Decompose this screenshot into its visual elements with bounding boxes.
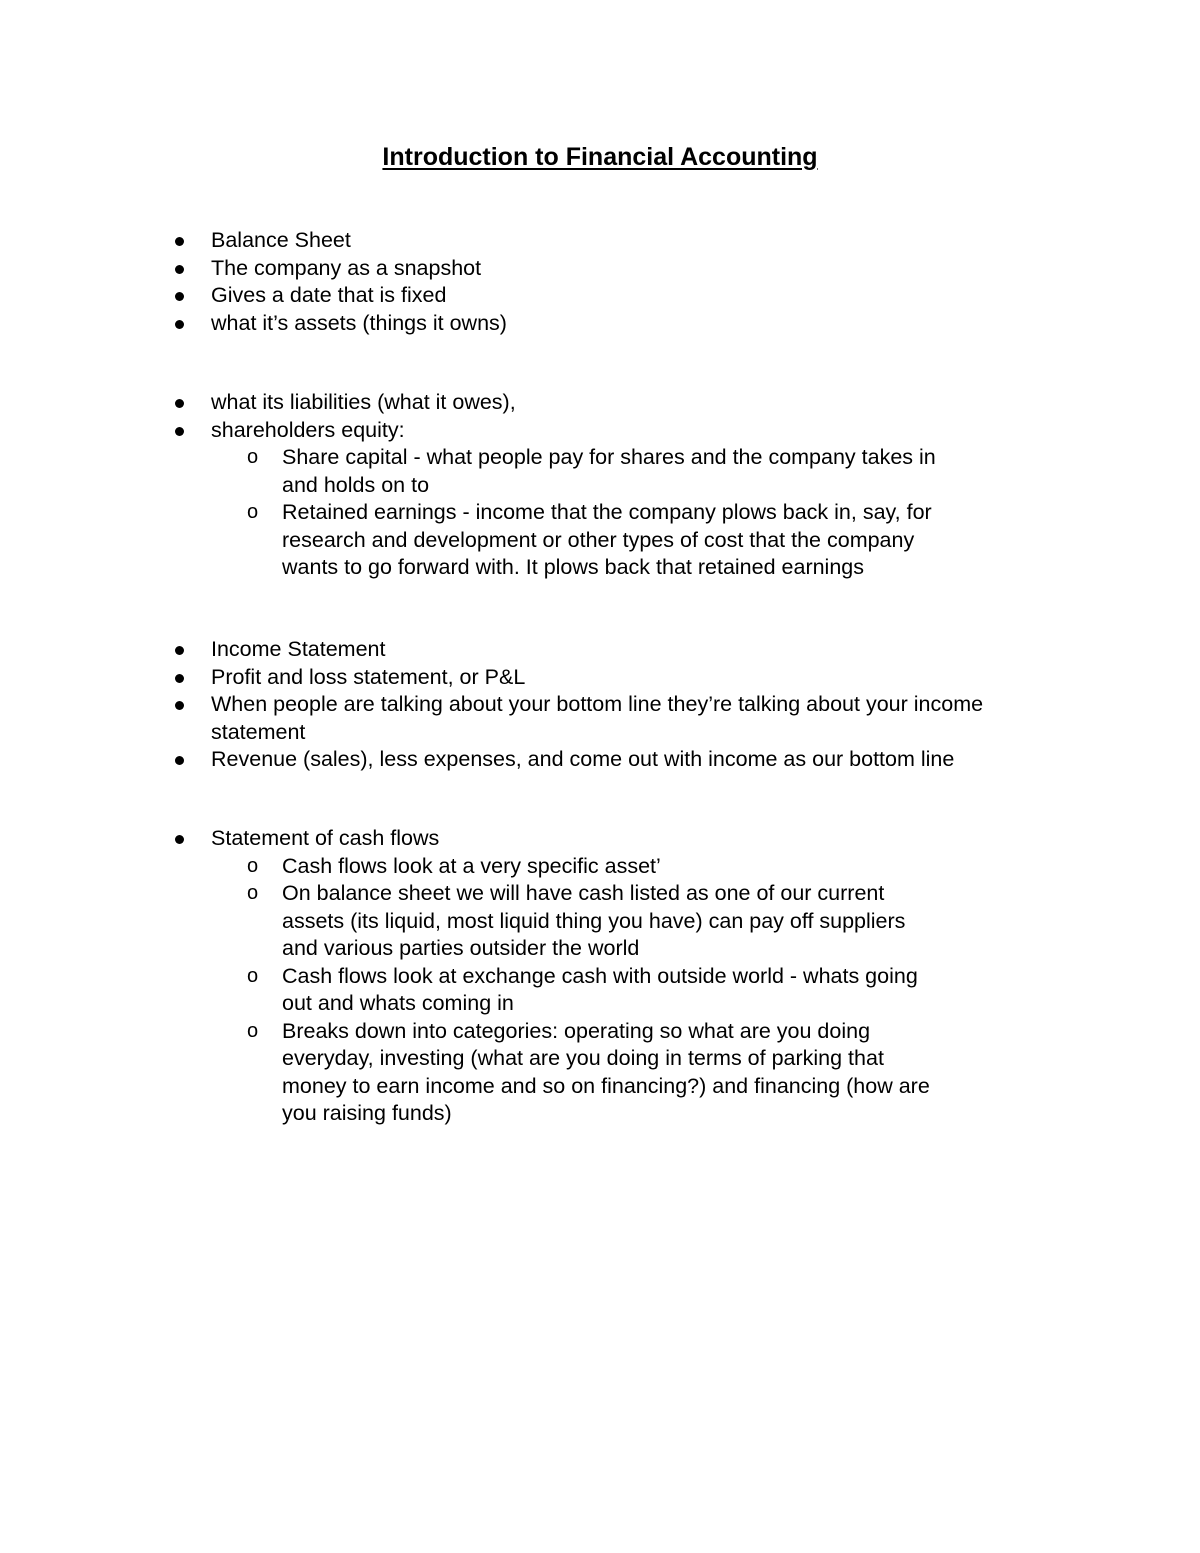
sub-list-item-text: Breaks down into categories: operating so what are you doing everyday, investing (what are you doing in terms of parking that money to earn income and so on financing?) and financing (how are you raising funds) bbox=[282, 1018, 930, 1125]
sub-list-item bbox=[0, 1018, 1070, 1128]
bullet-icon bbox=[175, 701, 184, 710]
sub-list bbox=[211, 853, 1070, 1128]
sub-list-item bbox=[0, 880, 1070, 963]
bullet-list-income-statement bbox=[0, 636, 1200, 774]
bullet-icon bbox=[175, 756, 184, 765]
list-item bbox=[0, 389, 1200, 417]
bullet-icon bbox=[175, 265, 184, 274]
bullet-icon bbox=[175, 292, 184, 301]
sub-list-item-text: On balance sheet we will have cash listed as one of our current assets (its liquid, most liquid thing you have) can pay off suppliers and various parties outsider the world bbox=[282, 881, 906, 960]
list-item bbox=[0, 310, 1200, 338]
sub-list-item-text: Share capital - what people pay for shares and the company takes in and holds on to bbox=[282, 445, 936, 497]
bullet-list-balance-sheet bbox=[0, 227, 1200, 337]
list-item-text: what its liabilities (what it owes), bbox=[211, 390, 516, 414]
list-item-text: shareholders equity: bbox=[211, 417, 405, 442]
list-item bbox=[0, 691, 1200, 746]
list-item bbox=[0, 282, 1200, 310]
sub-list-item-text: Cash flows look at a very specific asset’ bbox=[282, 853, 661, 878]
list-item bbox=[0, 825, 1200, 1128]
sub-list bbox=[211, 444, 1070, 582]
circle-bullet-icon: o bbox=[247, 882, 259, 904]
list-item bbox=[0, 746, 1200, 774]
bullet-icon bbox=[175, 399, 184, 408]
list-item-text: what it’s assets (things it owns) bbox=[211, 310, 507, 335]
list-item bbox=[0, 664, 1200, 692]
sub-list-item bbox=[0, 444, 1070, 499]
circle-bullet-icon: o bbox=[247, 446, 259, 468]
list-item bbox=[0, 417, 1200, 582]
list-item bbox=[0, 255, 1200, 283]
list-item-text: Gives a date that is fixed bbox=[211, 283, 447, 307]
sub-list-item-text: Retained earnings - income that the company plows back in, say, for research and development or other types of cost that the company wants to go forward with. It plows back that retained earnings bbox=[282, 500, 932, 579]
circle-bullet-icon: o bbox=[247, 501, 259, 523]
list-item-text: Statement of cash flows bbox=[211, 826, 440, 850]
list-item-text: Balance Sheet bbox=[211, 228, 351, 252]
circle-bullet-icon: o bbox=[247, 964, 259, 987]
bullet-list-cash-flows bbox=[0, 825, 1200, 1128]
sub-list-item bbox=[0, 499, 1070, 582]
page-title: Introduction to Financial Accounting bbox=[382, 143, 818, 171]
bullet-icon bbox=[175, 835, 184, 844]
bullet-icon bbox=[175, 320, 184, 329]
bullet-list-liabilities-equity bbox=[0, 389, 1200, 582]
sub-list-item bbox=[0, 853, 1070, 881]
list-item bbox=[0, 227, 1200, 255]
sub-list-item-text: Cash flows look at exchange cash with outside world - whats going out and whats coming in bbox=[282, 963, 918, 1015]
list-item-text: The company as a snapshot bbox=[211, 255, 482, 280]
bullet-icon bbox=[175, 674, 184, 683]
list-item-text: Profit and loss statement, or P&L bbox=[211, 664, 526, 689]
list-item bbox=[0, 636, 1200, 664]
list-item-text: Income Statement bbox=[211, 637, 386, 661]
list-item-text: Revenue (sales), less expenses, and come out with income as our bottom line bbox=[211, 747, 955, 771]
list-item-text: When people are talking about your bottom line they’re talking about your income statement bbox=[211, 692, 984, 744]
sub-list-item bbox=[0, 963, 1070, 1018]
bullet-icon bbox=[175, 237, 184, 246]
circle-bullet-icon: o bbox=[247, 854, 259, 877]
bullet-icon bbox=[175, 646, 184, 655]
circle-bullet-icon: o bbox=[247, 1019, 259, 1042]
bullet-icon bbox=[175, 427, 184, 436]
